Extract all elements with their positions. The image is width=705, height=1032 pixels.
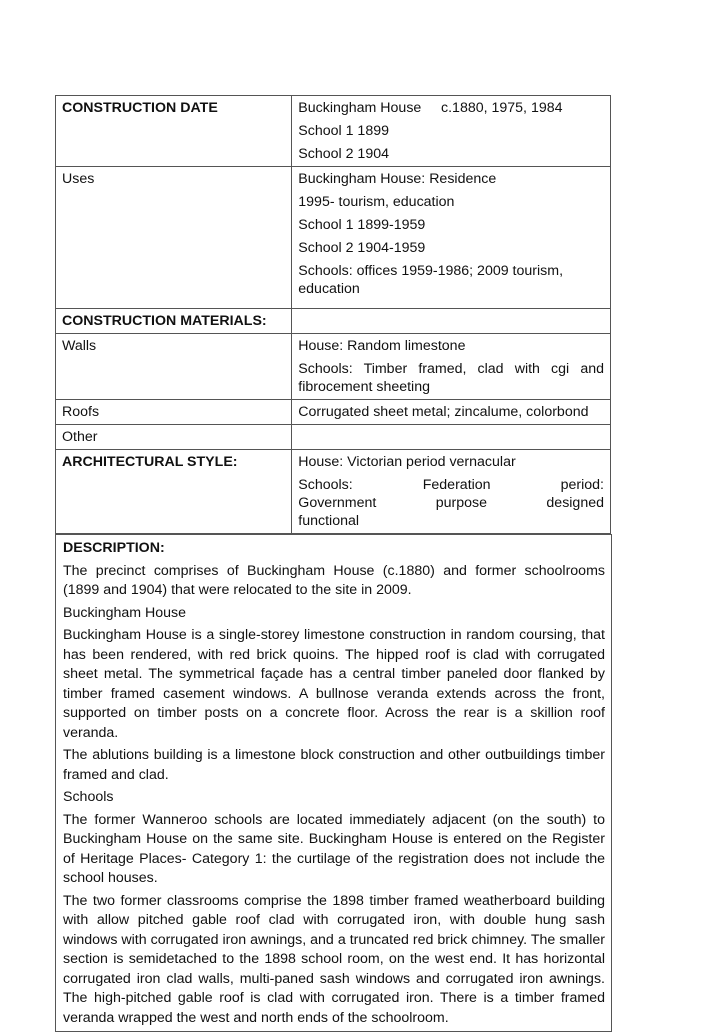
construction-date-values xyxy=(292,96,611,167)
description-box xyxy=(55,534,612,1032)
table-row-walls xyxy=(56,334,611,400)
heritage-info-table xyxy=(55,95,611,534)
walls-label: Walls xyxy=(56,334,292,400)
table-row-architectural-style xyxy=(56,450,611,534)
construction-date-value: Buckingham House c.1880, 1975, 1984 xyxy=(298,100,563,116)
walls-value: Schools: Timber framed, clad with cgi and fibrocement sheeting xyxy=(298,361,604,395)
uses-value: Schools: offices 1959-1986; 2009 tourism, education xyxy=(298,263,564,297)
roofs-value: Corrugated sheet metal; zincalume, colorbond xyxy=(292,400,611,425)
uses-value: School 1 1899-1959 xyxy=(298,217,426,233)
description-paragraph: Buckingham House is a single-storey limestone construction in random coursing, that has been rendered, with red brick quoins. The hipped roof is clad with corrugated sheet metal. The symmetrical façade has a central timber paneled door flanked by timber framed casement windows. A bullnose veranda extends across the front, supported on timber posts on a concrete floor. Across the rear is a skillion roof veranda. xyxy=(63,627,605,741)
uses-values xyxy=(292,167,611,309)
construction-date-label: CONSTRUCTION DATE xyxy=(56,96,292,167)
description-paragraph: The ablutions building is a limestone block construction and other outbuildings timber framed and clad. xyxy=(63,747,605,783)
architectural-style-values xyxy=(292,450,611,534)
description-paragraph: The two former classrooms comprise the 1898 timber framed weatherboard building with allow pitched gable roof clad with corrugated iron, with double hung sash windows with corrugated iron awnings, and a truncated red brick chimney. The smaller section is semidetached to the 1898 school room, on the west end. It has horizontal corrugated iron clad walls, multi-paned sash windows and corrugated iron awnings. The high-pitched gable roof is clad with corrugated iron. There is a timber framed veranda wrapped the west and north ends of the schoolroom. xyxy=(63,892,605,1026)
construction-materials-value xyxy=(292,309,611,334)
description-subheading-schools: Schools xyxy=(63,789,114,805)
description-paragraph: The former Wanneroo schools are located immediately adjacent (on the south) to Buckingham House on the same site. Buckingham House is entered on the Register of Heritage Places- Category 1: the curtilage of the registration does not include the school houses. xyxy=(63,811,605,886)
other-label: Other xyxy=(56,425,292,450)
table-row-roofs xyxy=(56,400,611,425)
construction-date-value: School 2 1904 xyxy=(298,146,389,162)
architectural-style-label: ARCHITECTURAL STYLE: xyxy=(56,450,292,534)
construction-materials-label: CONSTRUCTION MATERIALS: xyxy=(56,309,292,334)
table-row-construction-date xyxy=(56,96,611,167)
walls-value: House: Random limestone xyxy=(298,338,466,354)
uses-value: Buckingham House: Residence xyxy=(298,171,497,187)
other-value xyxy=(292,425,611,450)
walls-values xyxy=(292,334,611,400)
architectural-style-value: Schools: Federation period: Government purpose designed functional xyxy=(298,477,604,529)
construction-date-value: School 1 1899 xyxy=(298,123,389,139)
uses-value: 1995- tourism, education xyxy=(298,194,455,210)
description-subheading-buckingham-house: Buckingham House xyxy=(63,604,187,621)
uses-label: Uses xyxy=(56,167,292,309)
description-paragraph: The precinct comprises of Buckingham House (c.1880) and former schoolrooms (1899 and 1904) that were relocated to the site in 2009. xyxy=(63,562,605,598)
uses-value: School 2 1904-1959 xyxy=(298,240,426,256)
table-row-construction-materials xyxy=(56,309,611,334)
description-title: DESCRIPTION: xyxy=(63,540,165,556)
architectural-style-value: House: Victorian period vernacular xyxy=(298,454,516,470)
roofs-label: Roofs xyxy=(56,400,292,425)
table-row-other xyxy=(56,425,611,450)
table-row-uses xyxy=(56,167,611,309)
